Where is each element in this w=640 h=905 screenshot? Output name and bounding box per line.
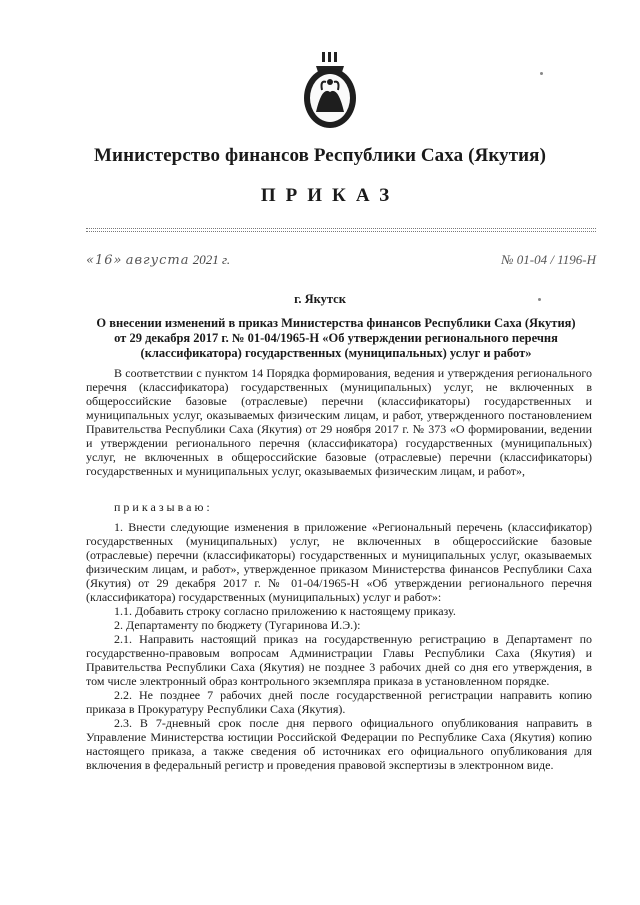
- order-items: [86, 520, 592, 772]
- preamble-text: В соответствии с пунктом 14 Порядка формирования, ведения и утверждения регионального перечня (классификатора) государственных (муниципальных) услуг, не включенных в общероссийские базовые (отраслевые) перечни (классификаторы) государственных и муниципальных услуг, оказываемых физическим лицам, и работ, утвержденного постановлением Правительства Республики Саха (Якутия) от 29 ноября 2017 г. № 373 «О формировании, ведении и утверждении регионального перечня (классификатора) государственных (муниципальных) услуг, не включенных в общероссийские базовые (отраслевые) перечни (классификаторы) государственных и муниципальных услуг, оказываемых физическим лицам, и работ»,: [86, 366, 592, 478]
- date-year: 2021 г.: [192, 252, 231, 267]
- date-month: августа: [125, 253, 190, 268]
- preamble: [86, 366, 592, 478]
- document-type: ПРИКАЗ: [260, 185, 400, 206]
- order-word: приказываю:: [114, 500, 213, 514]
- item-2-2: 2.2. Не позднее 7 рабочих дней после государственной регистрации направить копию приказа в Прокуратуру Республики Саха (Якутия).: [86, 688, 592, 716]
- item-2-1: 2.1. Направить настоящий приказ на государственную регистрацию в Департамент по государственно-правовым вопросам Администрации Главы Республики Саха (Якутия) и Правительства Республики Саха (Якутия) не позднее 3 рабочих дней со дня его утверждения, в том числе электронный образ контрольного экземпляра приказа в установленном порядке.: [86, 632, 592, 688]
- divider-bottom: [86, 231, 596, 232]
- date-day: «16»: [86, 253, 123, 268]
- item-1: 1. Внести следующие изменения в приложение «Региональный перечень (классификатор) государственных (муниципальных) услуг, не включенных в общероссийские базовые (отраслевые) перечни (классификаторы) государственных и муниципальных услуг, оказываемых физическим лицам, и работ», утвержденное приказом Министерства финансов Республики Саха (Якутия) от 29 декабря 2017 г. № 01-04/1965-Н «Об утверждении регионального перечня (классификатора) государственных (муниципальных) услуг и работ»:: [86, 520, 592, 604]
- ministry-name: Министерство финансов Республики Саха (Якутия): [93, 145, 546, 166]
- divider-top: [86, 228, 596, 229]
- item-2-3: 2.3. В 7-дневный срок после дня первого официального опубликования направить в Управление Министерства юстиции Российской Федерации по Республике Саха (Якутия) копию настоящего приказа, а также сведения об источниках его официального опубликования для включения в федеральный регистр и проведения правовой экспертизы в электронном виде.: [86, 716, 592, 772]
- order-number: № 01-04 / 1196-Н: [501, 252, 596, 267]
- coat-of-arms-icon: [302, 52, 358, 134]
- date-number-line: [86, 252, 596, 274]
- item-2: 2. Департаменту по бюджету (Тугаринова И.Э.):: [114, 618, 361, 632]
- city: г. Якутск: [294, 292, 346, 306]
- scan-speck: [538, 298, 541, 301]
- order-date: [86, 252, 230, 268]
- scan-speck: [540, 72, 543, 75]
- order-title: О внесении изменений в приказ Министерства финансов Республики Саха (Якутия) от 29 декабря 2017 г. № 01-04/1965-Н «Об утверждении регионального перечня (классификатора) государственных (муниципальных) услуг и работ»: [96, 316, 576, 360]
- item-1-1: 1.1. Добавить строку согласно приложению к настоящему приказу.: [114, 604, 456, 618]
